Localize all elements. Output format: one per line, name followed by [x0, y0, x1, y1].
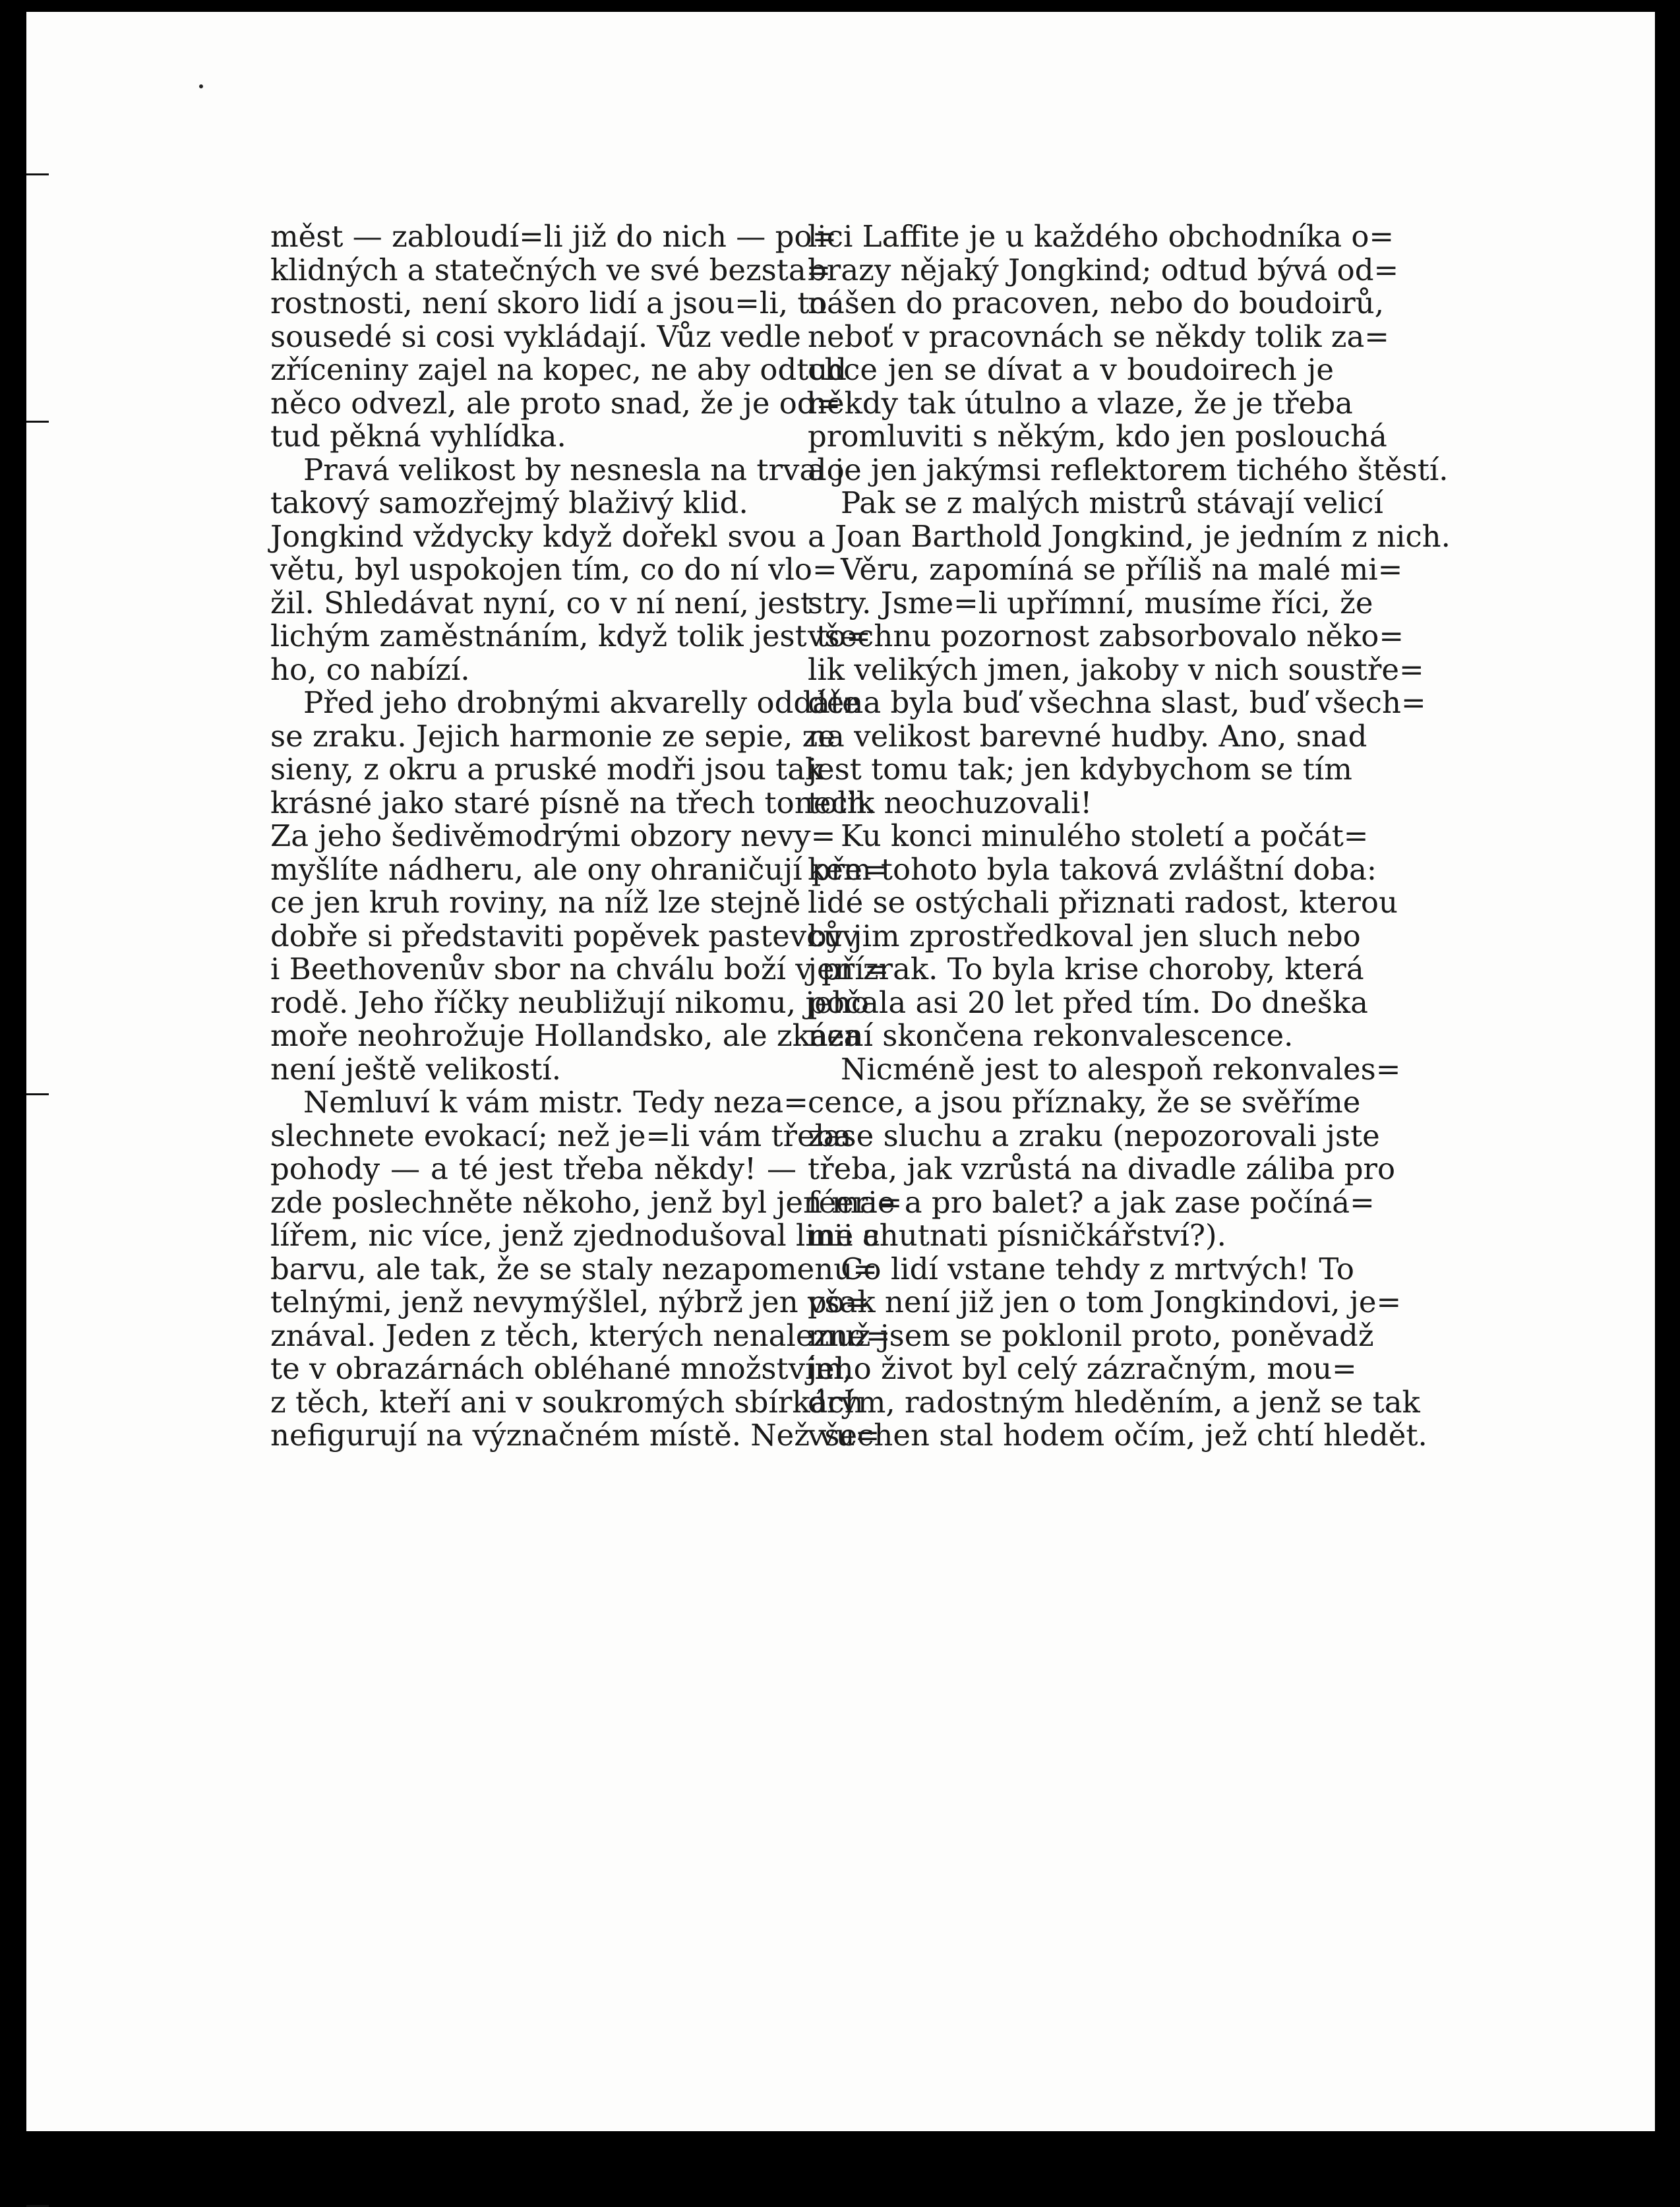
text-line: zříceniny zajel na kopec, ne aby odtud: [270, 352, 847, 387]
text-line: sieny, z okru a pruské modři jsou tak: [270, 752, 824, 787]
text-line: tolik neochuzovali!: [808, 785, 1093, 820]
speck: [199, 84, 203, 88]
text-line: tud pěkná vyhlídka.: [270, 419, 566, 454]
text-column-right: [808, 219, 1451, 1453]
text-line: děna byla buď všechna slast, buď všech=: [808, 685, 1426, 720]
text-line: jest tomu tak; jen kdybychom se tím: [808, 752, 1352, 787]
text-line: někdy tak útulno a vlaze, že je třeba: [808, 385, 1353, 421]
text-line: Pravá velikost by nesnesla na trvalo: [303, 452, 845, 487]
text-line: telnými, jenž nevymýšlel, nýbrž jen po=: [270, 1285, 870, 1319]
text-line: Co lidí vstane tehdy z mrtvých! To: [841, 1251, 1354, 1286]
text-line: Nemluví k vám mistr. Tedy neza=: [303, 1085, 808, 1120]
text-line: stry. Jsme=li upřímní, musíme říci, že: [808, 585, 1373, 620]
text-line: a je jen jakýmsi reflektorem tichého štěstí.: [808, 452, 1449, 487]
text-line: lici Laffite je u každého obchodníka o=: [808, 219, 1395, 254]
text-line: třeba, jak vzrůstá na divadle záliba pro: [808, 1151, 1396, 1186]
text-line: všechen stal hodem očím, jež chtí hledět.: [808, 1418, 1427, 1453]
text-line: rodě. Jeho říčky neubližují nikomu, jeho: [270, 984, 869, 1020]
text-line: není skončena rekonvalescence.: [808, 1018, 1294, 1053]
text-line: rostnosti, není skoro lidí a jsou=li, to: [270, 286, 827, 320]
text-line: lířem, nic více, jenž zjednodušoval linii a: [270, 1218, 880, 1253]
text-line: lichým zaměstnáním, když tolik jest to=: [270, 619, 871, 653]
text-line: něco odvezl, ale proto snad, že je od=: [270, 385, 841, 421]
text-line: znával. Jeden z těch, kterých nenalezne=: [270, 1317, 891, 1353]
text-line: brazy nějaký Jongkind; odtud bývá od=: [808, 252, 1399, 287]
text-line: ho, co nabízí.: [270, 651, 470, 687]
text-line: slechnete evokací; než je=li vám třeba: [270, 1118, 852, 1153]
text-line: nefigurují na význačném místě. Než vu=: [270, 1418, 880, 1453]
text-line: z těch, kteří ani v soukromých sbírkách: [270, 1384, 864, 1420]
text-line: všechnu pozornost zabsorbovalo něko=: [808, 619, 1404, 653]
text-line: se zraku. Jejich harmonie ze sepie, ze: [270, 718, 835, 754]
text-line: a Joan Barthold Jongkind, je jedním z nich.: [808, 518, 1451, 554]
text-line: te v obrazárnách obléhané množstvím,: [270, 1351, 853, 1386]
text-line: moře neohrožuje Hollandsko, ale zkáza: [270, 1018, 862, 1053]
text-line: nášen do pracoven, nebo do boudoirů,: [808, 286, 1385, 320]
text-column-left: [270, 219, 903, 1453]
text-line: neboť v pracovnách se někdy tolik za=: [808, 318, 1390, 354]
text-line: lik velikých jmen, jakoby v nich soustře=: [808, 651, 1424, 687]
text-line: chce jen se dívat a v boudoirech je: [808, 352, 1334, 387]
text-line: i Beethovenův sbor na chválu boží v pří=: [270, 952, 889, 986]
text-line: takový samozřejmý blaživý klid.: [270, 485, 748, 520]
text-line: sousedé si cosi vykládají. Vůz vedle: [270, 318, 801, 354]
text-line: Pak se z malých mistrů stávají velicí: [841, 485, 1383, 520]
binding-mark: [26, 421, 49, 423]
text-line: kem tohoto byla taková zvláštní doba:: [808, 851, 1377, 887]
text-line: ce jen kruh roviny, na níž lze stejně: [270, 885, 801, 920]
text-line: dobře si představiti popěvek pastevcův: [270, 918, 859, 953]
text-line: drým, radostným hleděním, a jenž se tak: [808, 1384, 1420, 1420]
text-line: jeho život byl celý zázračným, mou=: [808, 1351, 1357, 1386]
scanned-page: [26, 12, 1655, 2131]
text-line: není ještě velikostí.: [270, 1051, 562, 1087]
text-line: na velikost barevné hudby. Ano, snad: [808, 718, 1367, 754]
text-line: muž jsem se poklonil proto, poněvadž: [808, 1317, 1374, 1353]
text-line: klidných a statečných ve své bezsta=: [270, 252, 831, 287]
text-line: Za jeho šedivěmodrými obzory nevy=: [270, 818, 836, 853]
text-line: myšlíte nádheru, ale ony ohraničují pře=: [270, 851, 887, 887]
binding-mark: [26, 1093, 49, 1095]
text-line: promluviti s někým, kdo jen poslouchá: [808, 419, 1387, 454]
text-line: féerie a pro balet? a jak zase počíná=: [808, 1184, 1375, 1220]
text-line: Jongkind vždycky když dořekl svou: [270, 518, 796, 554]
text-line: barvu, ale tak, že se staly nezapomenu=: [270, 1251, 878, 1286]
text-line: větu, byl uspokojen tím, co do ní vlo=: [270, 552, 837, 587]
text-line: Nicméně jest to alespoň rekonvales=: [841, 1051, 1401, 1087]
text-line: měst — zabloudí=li již do nich — po=: [270, 219, 837, 254]
text-line: pohody — a té jest třeba někdy! —: [270, 1151, 796, 1186]
text-line: zde poslechněte někoho, jenž byl jen ma=: [270, 1184, 903, 1220]
text-line: krásné jako staré písně na třech tonech.: [270, 785, 876, 820]
text-line: počala asi 20 let před tím. Do dneška: [808, 984, 1368, 1020]
text-line: jen zrak. To byla krise choroby, která: [808, 952, 1364, 986]
text-line: Ku konci minulého století a počát=: [841, 818, 1369, 853]
text-line: lidé se ostýchali přiznati radost, kterou: [808, 885, 1398, 920]
text-line: by jim zprostředkoval jen sluch nebo: [808, 918, 1361, 953]
text-line: Věru, zapomíná se příliš na malé mi=: [841, 552, 1403, 587]
text-line: žil. Shledávat nyní, co v ní není, jest: [270, 585, 812, 620]
text-line: Před jeho drobnými akvarelly oddáte: [303, 685, 860, 720]
text-line: však není již jen o tom Jongkindovi, je=: [808, 1285, 1402, 1319]
text-line: cence, a jsou příznaky, že se svěříme: [808, 1085, 1361, 1120]
text-line: me chutnati písničkářství?).: [808, 1218, 1226, 1253]
text-line: zase sluchu a zraku (nepozorovali jste: [808, 1118, 1380, 1153]
binding-mark: [26, 173, 49, 175]
